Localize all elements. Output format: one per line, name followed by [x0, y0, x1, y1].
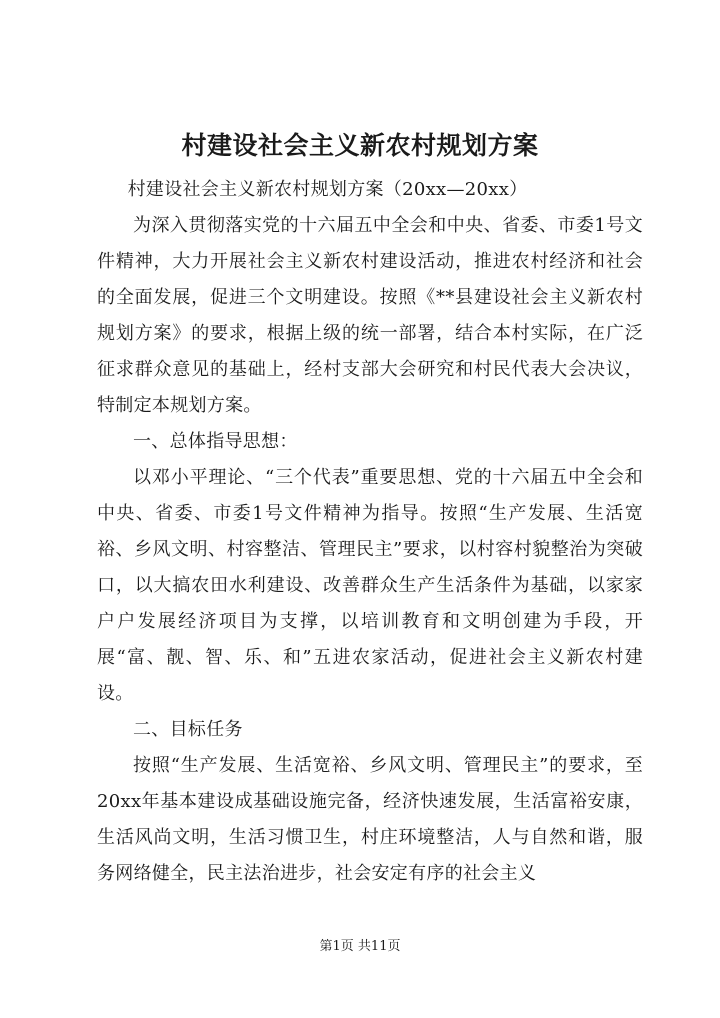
page-footer: 第1页 共11页 [319, 939, 401, 954]
document-subtitle: 村建设社会主义新农村规划方案（20xx—20xx） [127, 179, 528, 200]
document-title: 村建设社会主义新农村规划方案 [181, 131, 539, 160]
paragraph-guiding-thought: 以邓小平理论、“三个代表”重要思想、党的十六届五中全会和中央、省委、市委1号文件精神为指导。按照“生产发展、生活宽裕、乡风文明、村容整洁、管理民主”要求，以村容村貌整治为突破口，以大搞农田水利建设、改善群众生产生活条件为基础，以家家户户发展经济项目为支撑，以培训教育和文明创建为手段，开展“富、靓、智、乐、和”五进农家活动，促进社会主义新农村建设。 [97, 467, 643, 704]
paragraph-intro: 为深入贯彻落实党的十六届五中全会和中央、省委、市委1号文件精神，大力开展社会主义新农村建设活动，推进农村经济和社会的全面发展，促进三个文明建设。按照《**县建设社会主义新农村规划方案》的要求，根据上级的统一部署，结合本村实际，在广泛征求群众意见的基础上，经村支部大会研究和村民代表大会决议，特制定本规划方案。 [97, 215, 643, 416]
section-heading-goals: 二、目标任务 [133, 719, 243, 740]
paragraph-goals: 按照“生产发展、生活宽裕、乡风文明、管理民主”的要求，至20xx年基本建设成基础设施完备，经济快速发展，生活富裕安康，生活风尚文明，生活习惯卫生，村庄环境整洁，人与自然和谐，服务网络健全，民主法治进步，社会安定有序的社会主义 [97, 755, 643, 884]
document-body [97, 172, 643, 892]
section-heading-guiding-thought: 一、总体指导思想： [133, 431, 298, 452]
